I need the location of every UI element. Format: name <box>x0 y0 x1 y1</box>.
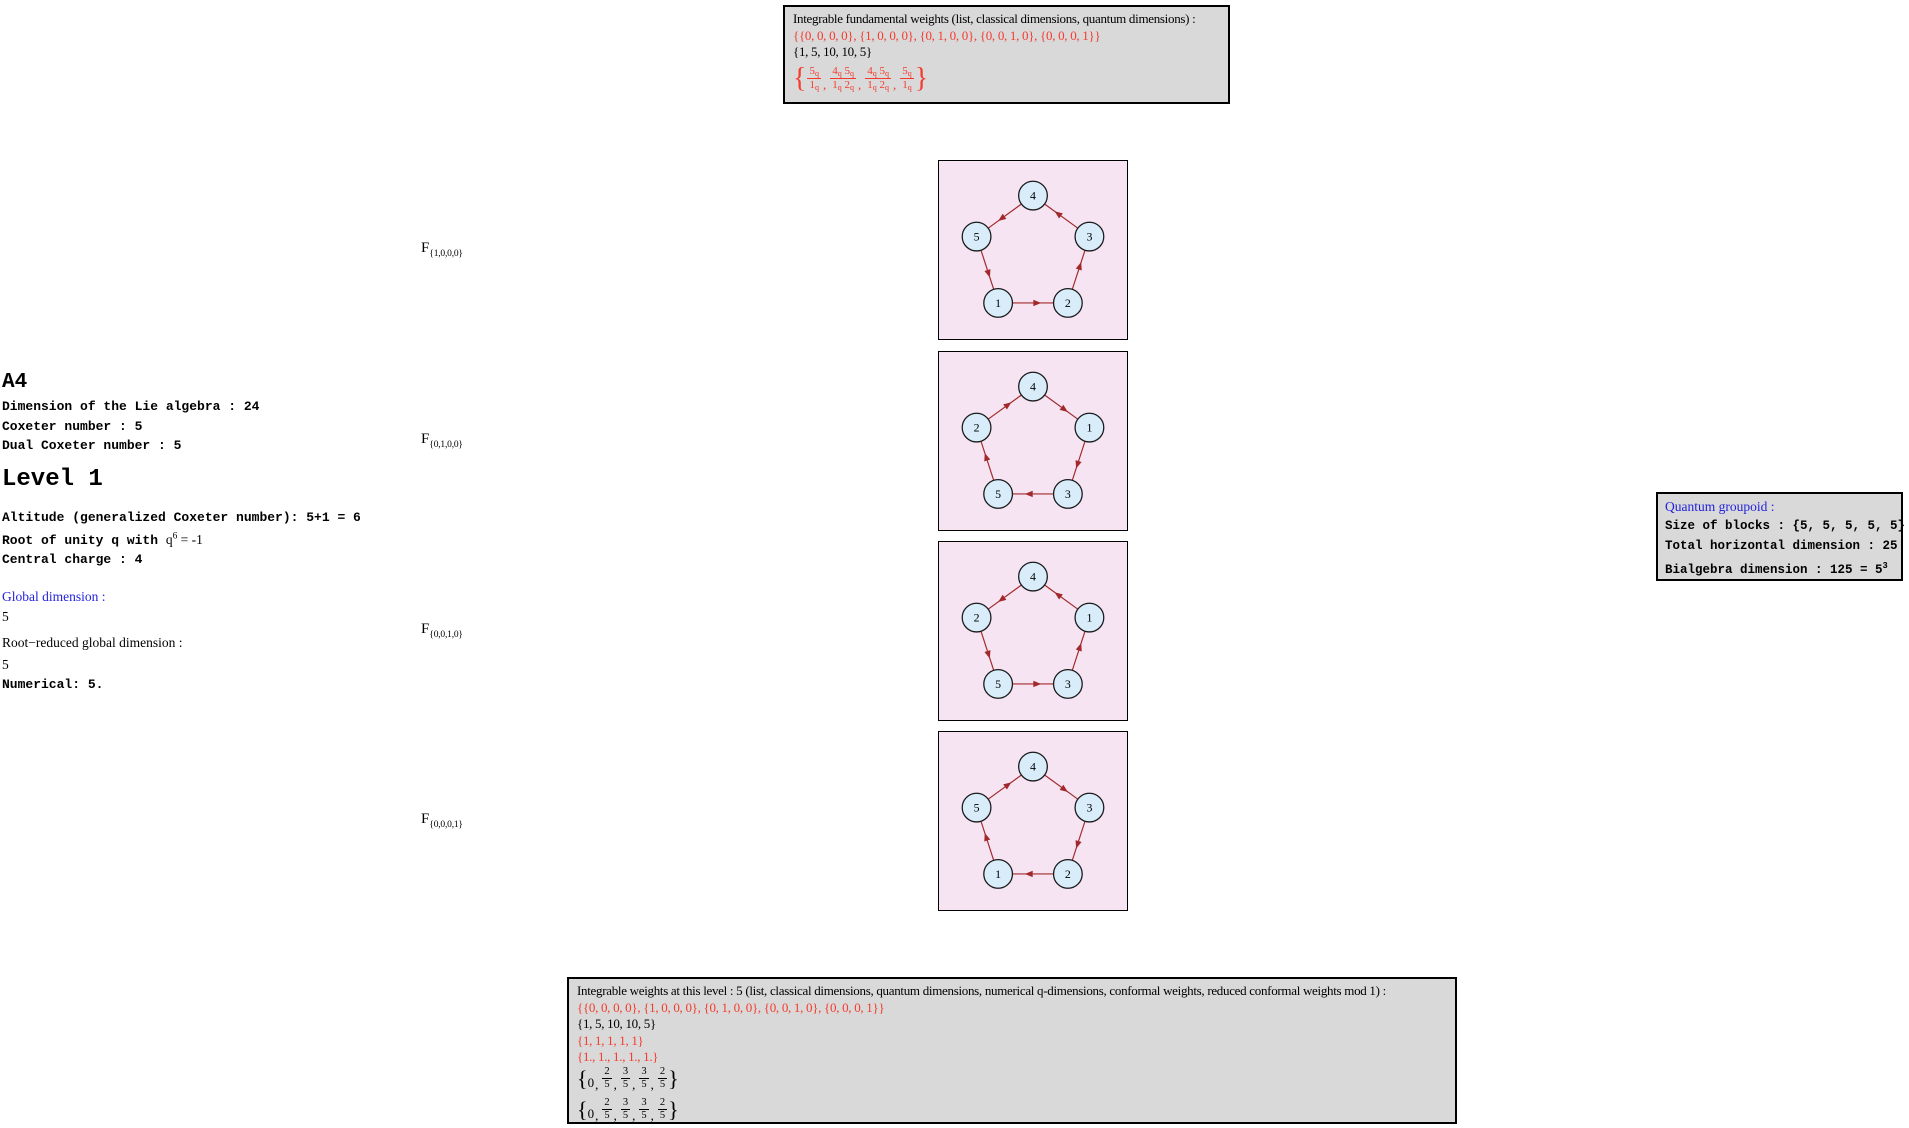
diagram-label-2 <box>421 431 463 450</box>
list-comma: , <box>613 1076 617 1092</box>
numerical-value-line: Numerical: 5. <box>2 677 104 692</box>
fraction: $\frac{3}{5}$ <box>641 1066 647 1091</box>
root-of-unity-line <box>2 531 203 549</box>
subscript-q: q <box>814 69 819 79</box>
fundamental-weights-list: {{0, 0, 0, 0}, {1, 0, 0, 0}, {0, 1, 0, 0}, {0, 0, 1, 0}, {0, 0, 0, 1}} <box>793 27 1101 43</box>
lie-algebra-dimension-line: Dimension of the Lie algebra : 24 <box>2 399 260 414</box>
brace-glyph: { <box>577 1066 588 1092</box>
diagram-label-subscript: {0,1,0,0} <box>429 440 463 450</box>
reduced-conformal-weights-row <box>577 1097 1447 1128</box>
graph-diagram-2 <box>938 351 1128 531</box>
edge-arrowhead-icon <box>1076 460 1082 469</box>
diagram-label-base: F <box>421 431 430 447</box>
fraction: $\frac{2}{5}$ <box>659 1097 666 1122</box>
subscript-q: q <box>884 83 889 93</box>
fraction: $\frac{2}{5}$ <box>604 1097 610 1122</box>
subscript-q: q <box>872 69 877 79</box>
level-quantum-dimensions: {1, 1, 1, 1, 1} <box>577 1032 644 1048</box>
fraction: $\frac{3}{5}$ <box>622 1097 629 1122</box>
graph-node-label: 1 <box>995 295 1002 310</box>
list-comma: , <box>595 1076 599 1092</box>
brace-glyph: } <box>914 62 929 94</box>
list-comma: , <box>632 1107 636 1123</box>
pentagon-graph <box>939 732 1127 910</box>
edge-arrowhead-icon <box>1003 782 1011 789</box>
graph-node-label: 1 <box>1086 610 1093 625</box>
edge-arrowhead-icon <box>984 269 990 278</box>
graph-edge-3-1 <box>1072 631 1085 670</box>
brace-glyph: } <box>668 1066 679 1092</box>
fraction: $\frac{5q}{1q}$ <box>902 65 912 93</box>
graph-node-label: 3 <box>1086 800 1093 815</box>
graph-node-label: 2 <box>1064 295 1071 310</box>
brace-glyph: { <box>577 1097 588 1123</box>
graph-node-label: 4 <box>1030 379 1036 394</box>
edge-arrowhead-icon <box>998 214 1006 221</box>
list-item-value: 0 <box>587 1105 595 1121</box>
integrable-weights-level-box <box>567 977 1457 1124</box>
diagram-label-1 <box>421 240 463 259</box>
subscript-q: q <box>849 83 854 93</box>
diagram-label-subscript: {0,0,0,1} <box>429 820 463 830</box>
diagram-label-base: F <box>421 240 430 256</box>
list-comma: , <box>650 1107 654 1123</box>
graph-node-label: 5 <box>973 800 980 815</box>
global-dimension-label: Global dimension : <box>2 589 106 604</box>
list-comma: , <box>632 1076 636 1092</box>
brace-glyph: } <box>668 1097 679 1123</box>
fraction: $\frac{3}{5}$ <box>641 1097 647 1122</box>
graph-diagram-1 <box>938 160 1128 340</box>
diagram-label-base: F <box>421 811 430 827</box>
subscript-q: q <box>907 69 912 79</box>
edge-arrowhead-icon <box>1003 402 1011 409</box>
root-reduced-global-dimension-label: Root−reduced global dimension : <box>2 635 183 650</box>
altitude-line: Altitude (generalized Coxeter number): 5+1 = 6 <box>2 510 361 525</box>
bialgebra-dimension-line: Bialgebra dimension : $125 = 5^3$ <box>1665 561 1888 578</box>
graph-node-label: 5 <box>973 229 980 244</box>
graph-edge-5-2 <box>981 441 994 480</box>
list-comma: , <box>613 1107 617 1123</box>
level-weights-title: Integrable weights at this level : 5 (list, classical dimensions, quantum dimensions, numerical q-dimensions, conformal weights, reduced conformal weights mod 1) : <box>577 983 1386 998</box>
fundamental-quantum-dimensions <box>793 62 1220 102</box>
size-of-blocks-line: Size of blocks : {5, 5, 5, 5, 5} <box>1665 519 1906 533</box>
graph-edge-5-1 <box>981 250 994 289</box>
subscript-q: q <box>837 83 842 93</box>
subscript-q: q <box>884 69 889 79</box>
fraction: $\frac{2}{5}$ <box>659 1066 666 1091</box>
graph-diagram-3 <box>938 541 1128 721</box>
list-comma: , <box>822 76 827 92</box>
brace-glyph: { <box>793 62 807 94</box>
graph-edge-1-5 <box>981 821 994 860</box>
fraction: $\frac{2}{5}$ <box>604 1066 610 1091</box>
level-numerical-q-dimensions: {1., 1., 1., 1., 1.} <box>577 1049 659 1064</box>
edge-arrowhead-icon <box>1025 491 1033 497</box>
coxeter-number-line: Coxeter number : 5 <box>2 419 143 434</box>
graph-edge-4-5 <box>988 204 1021 228</box>
graph-node-label: 3 <box>1064 486 1071 501</box>
global-dimension-value: 5 <box>2 609 9 624</box>
total-horizontal-dimension-line: Total horizontal dimension : 25 <box>1665 539 1898 553</box>
graph-edge-1-3 <box>1072 441 1085 480</box>
graph-node-label: 2 <box>1064 866 1071 881</box>
graph-node-label: 4 <box>1030 188 1036 203</box>
fraction: $\frac{4q 5q}{1q 2q}$ <box>867 65 889 93</box>
edge-arrowhead-icon <box>1033 300 1041 306</box>
graph-edge-4-1 <box>1045 395 1078 419</box>
level-classical-dimensions: {1, 5, 10, 10, 5} <box>577 1016 656 1031</box>
pentagon-graph <box>939 542 1127 720</box>
edge-arrowhead-icon <box>1055 211 1063 218</box>
graph-node-label: 5 <box>995 486 1002 501</box>
edge-arrowhead-icon <box>1060 785 1068 792</box>
quantum-groupoid-title: Quantum groupoid : <box>1665 499 1775 514</box>
graph-edge-4-2 <box>988 585 1021 609</box>
graph-edge-4-3 <box>1045 775 1078 799</box>
subscript-q: q <box>814 83 819 93</box>
diagram-label-3 <box>421 621 463 640</box>
subscript-q: q <box>907 83 912 93</box>
level-heading: Level 1 <box>2 466 103 493</box>
fraction: $\frac{4q 5q}{1q 2q}$ <box>832 65 854 93</box>
algebra-name-heading: A4 <box>2 371 28 394</box>
graph-edge-2-3 <box>1072 250 1085 289</box>
list-comma: , <box>595 1107 599 1123</box>
graph-node-label: 4 <box>1030 759 1036 774</box>
subscript-q: q <box>872 83 877 93</box>
graph-node-label: 1 <box>995 866 1002 881</box>
edge-arrowhead-icon <box>1033 681 1041 687</box>
graph-edge-5-4 <box>988 775 1021 799</box>
graph-node-label: 3 <box>1086 229 1093 244</box>
level-weights-list: {{0, 0, 0, 0}, {1, 0, 0, 0}, {0, 1, 0, 0}, {0, 0, 1, 0}, {0, 0, 0, 1}} <box>577 999 885 1015</box>
graph-node-label: 2 <box>973 610 980 625</box>
diagram-label-4 <box>421 811 463 830</box>
root-of-unity-prefix: Root of unity q with <box>2 533 166 548</box>
fundamental-weights-title: Integrable fundamental weights (list, classical dimensions, quantum dimensions) : <box>793 11 1196 26</box>
graph-node-label: 1 <box>1086 420 1093 435</box>
diagram-label-base: F <box>421 621 430 637</box>
graph-edge-1-4 <box>1045 585 1078 609</box>
root-reduced-global-dimension-value: 5 <box>2 657 9 672</box>
pentagon-graph <box>939 161 1127 339</box>
graph-edge-2-5 <box>981 631 994 670</box>
dual-coxeter-number-line: Dual Coxeter number : 5 <box>2 438 182 453</box>
subscript-q: q <box>849 69 854 79</box>
list-comma: , <box>650 1076 654 1092</box>
graph-edge-2-4 <box>988 395 1021 419</box>
list-comma: , <box>857 76 862 92</box>
subscript-q: q <box>837 69 842 79</box>
graph-node-label: 5 <box>995 676 1002 691</box>
edge-arrowhead-icon <box>1025 871 1033 877</box>
conformal-weights-row <box>577 1066 1447 1097</box>
edge-arrowhead-icon <box>1060 405 1068 412</box>
edge-arrowhead-icon <box>984 650 990 659</box>
edge-arrowhead-icon <box>1076 643 1082 652</box>
pentagon-graph <box>939 352 1127 530</box>
list-item-value: 0 <box>587 1074 595 1090</box>
graph-edge-3-2 <box>1072 821 1085 860</box>
edge-arrowhead-icon <box>998 595 1006 602</box>
graph-edge-3-4 <box>1045 204 1078 228</box>
edge-arrowhead-icon <box>984 453 990 462</box>
edge-arrowhead-icon <box>1076 840 1082 849</box>
diagram-label-subscript: {0,0,1,0} <box>429 630 463 640</box>
diagram-label-subscript: {1,0,0,0} <box>429 249 463 259</box>
edge-arrowhead-icon <box>984 833 990 842</box>
list-comma: , <box>892 76 897 92</box>
fundamental-classical-dimensions: {1, 5, 10, 10, 5} <box>793 44 872 59</box>
quantum-groupoid-box <box>1656 492 1906 581</box>
graph-node-label: 3 <box>1064 676 1071 691</box>
fraction: $\frac{3}{5}$ <box>622 1066 629 1091</box>
root-of-unity-equation: $q^6 = -1$ <box>165 531 203 547</box>
central-charge-line: Central charge : 4 <box>2 552 143 567</box>
graph-node-label: 2 <box>973 420 980 435</box>
integrable-fundamental-weights-box <box>783 5 1230 104</box>
edge-arrowhead-icon <box>1076 262 1082 271</box>
graph-node-label: 4 <box>1030 569 1036 584</box>
graph-diagram-4 <box>938 731 1128 911</box>
edge-arrowhead-icon <box>1055 592 1063 599</box>
fraction: $\frac{5q}{1q}$ <box>809 65 819 93</box>
